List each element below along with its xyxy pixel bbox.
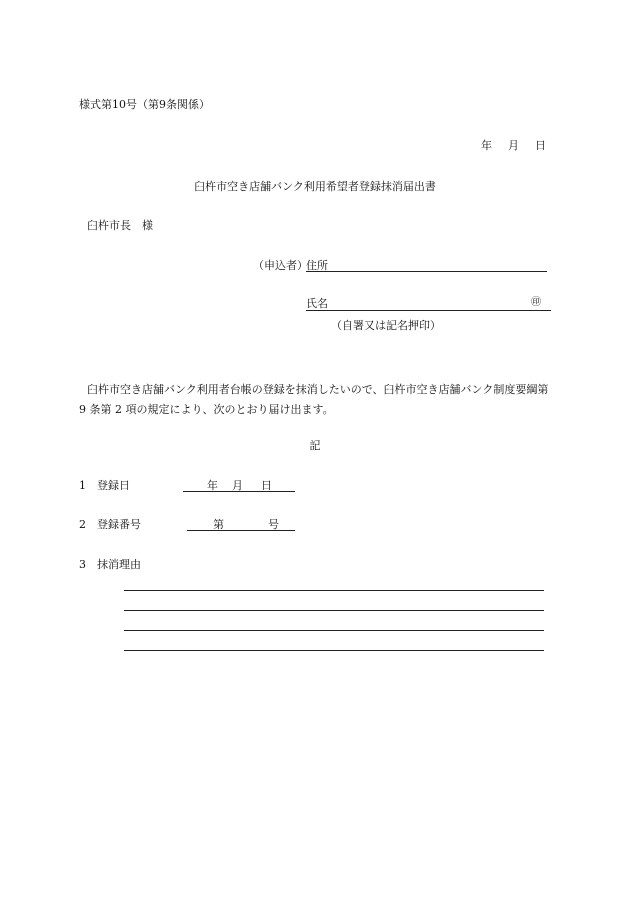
reason-field-line[interactable] — [124, 650, 544, 651]
applicant-label: （申込者） — [253, 259, 308, 272]
document-title: 臼杵市空き店舗バンク利用希望者登録抹消届出書 — [194, 180, 436, 193]
registration-number-label: 2 登録番号 — [79, 518, 141, 531]
reason-field-line[interactable] — [124, 630, 544, 631]
reason-field-line[interactable] — [124, 590, 544, 591]
registration-date-label: 1 登録日 — [79, 479, 130, 492]
form-number: 様式第10号（第9条関係） — [79, 98, 210, 111]
signature-note: （自署又は記名押印） — [331, 319, 441, 332]
registration-month-label: 月 — [232, 479, 243, 492]
registration-number-prefix: 第 — [213, 518, 224, 531]
seal-mark: ㊞ — [531, 297, 541, 308]
date-day-label: 日 — [535, 139, 546, 152]
registration-number-suffix: 号 — [268, 518, 279, 531]
submission-date — [481, 140, 546, 151]
body-paragraph — [79, 380, 555, 420]
address-label: 住所 — [306, 259, 328, 272]
address-field-line[interactable] — [306, 271, 547, 272]
body-line-2: 9 条第 2 項の規定により、次のとおり届け出ます。 — [79, 403, 334, 416]
ki-heading: 記 — [309, 439, 321, 452]
addressee: 臼杵市長 様 — [87, 219, 153, 232]
registration-number-field-line[interactable] — [187, 530, 295, 531]
reason-field-line[interactable] — [124, 610, 544, 611]
name-field-line[interactable] — [306, 310, 551, 311]
registration-year-label: 年 — [207, 479, 218, 492]
body-line-1: 臼杵市空き店舗バンク利用者台帳の登録を抹消したいので、臼杵市空き店舗バンク制度要綱第 — [87, 383, 549, 396]
date-year-label: 年 — [481, 139, 492, 152]
cancellation-reason-label: 3 抹消理由 — [79, 558, 141, 571]
registration-date-field-line[interactable] — [183, 491, 295, 492]
date-month-label: 月 — [508, 139, 519, 152]
registration-day-label: 日 — [261, 479, 272, 492]
name-label: 氏名 — [306, 297, 328, 310]
